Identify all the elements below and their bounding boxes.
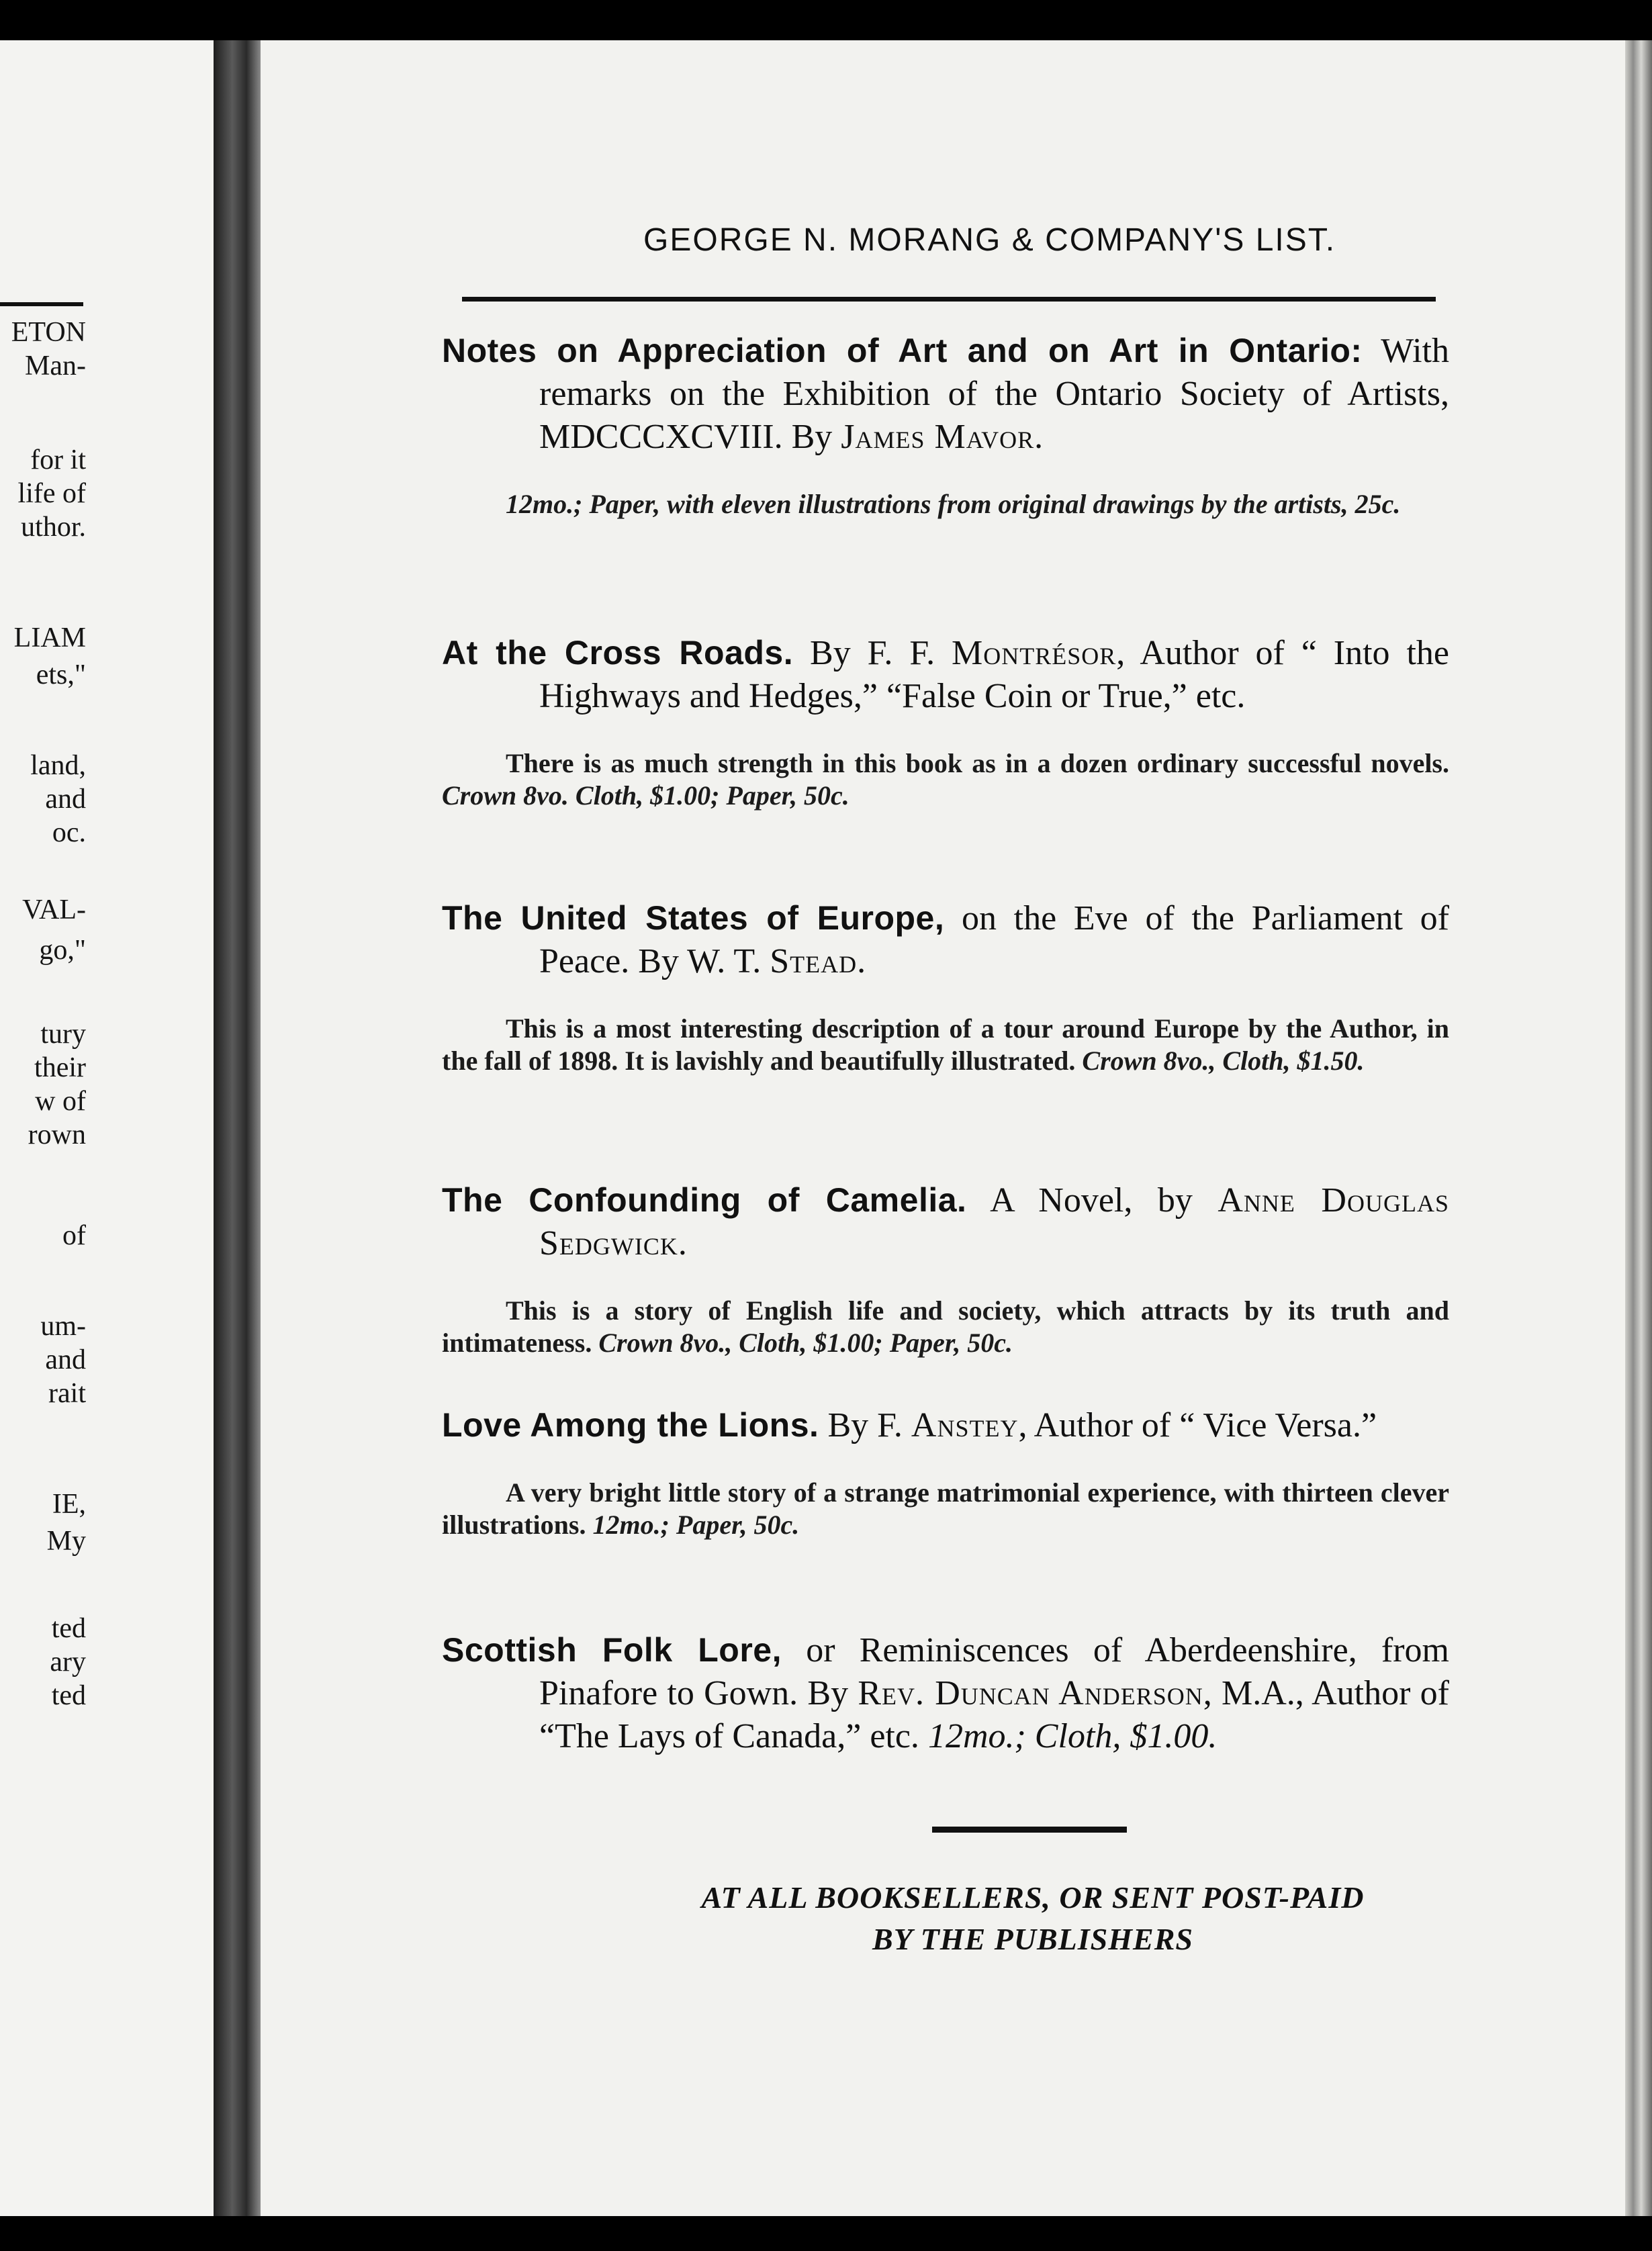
title-rule <box>462 297 1436 302</box>
left-page-fragment: ets," <box>36 659 86 690</box>
left-page-fragment: ETON <box>11 317 86 348</box>
entry-text-tail: . <box>857 942 866 980</box>
left-page-fragment: My <box>46 1526 86 1557</box>
footer-note <box>663 1877 1402 1960</box>
left-page-rule <box>0 302 83 306</box>
description-price: 12mo.; Paper, 50c. <box>592 1510 800 1540</box>
description-price: Crown 8vo., Cloth, $1.50. <box>1082 1046 1365 1076</box>
left-page-fragment: oc. <box>52 817 86 848</box>
left-page-fragment: of <box>62 1220 86 1251</box>
left-page-fragment: LIAM <box>13 623 86 653</box>
footer-rule <box>932 1827 1127 1833</box>
entry-heading <box>442 329 1449 459</box>
entry-text: or Reminiscences of Aberdeenshire, from Pinafore to Gown. By <box>539 1631 1449 1712</box>
price-text: 12mo.; Cloth, $1.00. <box>927 1717 1218 1755</box>
left-page-fragment: uthor. <box>21 512 86 543</box>
author-name: Anstey <box>911 1406 1019 1444</box>
book-entry <box>442 631 1449 812</box>
entry-text-tail: , M.A., Author of “The Lays of Canada,” etc. <box>539 1674 1449 1755</box>
author-name: James Mavor <box>841 418 1035 456</box>
left-page-fragment: IE, <box>52 1489 86 1520</box>
entry-text-tail: . <box>678 1224 687 1262</box>
left-page-fragment: tury <box>40 1019 86 1050</box>
entry-heading <box>442 1179 1449 1265</box>
left-page-fragment: rait <box>48 1378 86 1409</box>
book-title: The Confounding of Camelia. <box>442 1181 967 1219</box>
author-name: Rev. Duncan Anderson <box>858 1674 1203 1712</box>
description-price: Crown 8vo., Cloth, $1.00; Paper, 50c. <box>598 1328 1013 1358</box>
left-page-fragment: Man- <box>25 351 86 381</box>
entry-description <box>442 1295 1449 1359</box>
book-title: The United States of Europe, <box>442 899 945 937</box>
description-text: This is a most interesting description of a tour around Europe by the Author, in the fall of 1898. It is lavishly and beautifully illustrated. <box>442 1013 1449 1076</box>
footer-line-1: AT ALL BOOKSELLERS, OR SENT POST-PAID <box>701 1880 1365 1915</box>
left-page <box>0 40 214 2216</box>
entry-heading <box>442 631 1449 718</box>
page-title: GEORGE N. MORANG & COMPANY'S LIST. <box>643 222 1336 258</box>
author-name: Anne Douglas Sedgwick <box>539 1181 1449 1262</box>
right-page <box>261 40 1625 2216</box>
footer-line-2: BY THE PUBLISHERS <box>872 1922 1193 1956</box>
entry-description <box>442 1477 1449 1541</box>
book-entry <box>442 329 1449 520</box>
book-entry <box>442 897 1449 1077</box>
left-page-fragment: um- <box>40 1311 86 1342</box>
entry-description <box>442 488 1449 520</box>
entry-heading <box>442 1628 1449 1758</box>
book-title: Scottish Folk Lore, <box>442 1631 782 1669</box>
entry-heading <box>442 1404 1449 1447</box>
description-text: There is as much strength in this book as in a dozen ordinary successful novels. <box>506 748 1449 778</box>
left-page-fragment: ted <box>51 1680 86 1711</box>
left-page-fragment: go," <box>39 935 86 966</box>
entry-text-tail: . <box>1034 418 1044 456</box>
description-text: A very bright little story of a strange matrimonial experience, with thirteen clever illustrations. <box>442 1477 1449 1540</box>
entry-description <box>442 1013 1449 1077</box>
entry-text: By F. F. <box>793 634 952 672</box>
book-entry <box>442 1404 1449 1541</box>
author-name: Stead <box>770 942 858 980</box>
entry-text: By F. <box>819 1406 911 1444</box>
book-entry <box>442 1628 1449 1758</box>
left-page-fragment: their <box>34 1052 86 1083</box>
book-title: At the Cross Roads. <box>442 634 794 672</box>
left-page-fragment: life of <box>17 478 86 509</box>
left-page-fragment: for it <box>30 445 86 475</box>
left-page-fragment: rown <box>28 1119 86 1150</box>
left-page-fragment: ted <box>51 1613 86 1644</box>
left-page-fragment: land, <box>30 750 86 781</box>
entry-text: With remarks on the Exhibition of the Ontario Society of Artists, MDCCCXCVIII. By <box>539 332 1450 456</box>
book-title: Love Among the Lions. <box>442 1406 819 1444</box>
entry-heading <box>442 897 1449 983</box>
left-page-fragment: and <box>45 1344 86 1375</box>
entry-text: A Novel, by <box>966 1181 1218 1220</box>
page-edge <box>1625 40 1652 2216</box>
left-page-fragment: and <box>45 784 86 815</box>
entry-text-tail: , Author of “ Vice Versa.” <box>1018 1406 1377 1444</box>
left-page-fragment: ary <box>50 1647 86 1678</box>
left-page-fragment: w of <box>35 1086 86 1117</box>
description-price: Crown 8vo. Cloth, $1.00; Paper, 50c. <box>442 780 850 811</box>
entry-text-tail: , Author of “ Into the Highways and Hedges,” “False Coin or True,” etc. <box>539 634 1449 715</box>
description-text: 12mo.; Paper, with eleven illustrations from original drawings by the artists, 25c. <box>506 489 1401 519</box>
book-gutter <box>214 40 261 2216</box>
author-name: Montrésor <box>952 634 1117 672</box>
book-title: Notes on Appreciation of Art and on Art in Ontario: <box>442 332 1363 369</box>
entry-description <box>442 747 1449 812</box>
description-text: This is a story of English life and society, which attracts by its truth and intimateness. <box>442 1295 1449 1358</box>
book-entry <box>442 1179 1449 1359</box>
entry-text: on the Eve of the Parliament of Peace. By W. T. <box>539 899 1449 980</box>
left-page-fragment: VAL- <box>22 894 86 925</box>
